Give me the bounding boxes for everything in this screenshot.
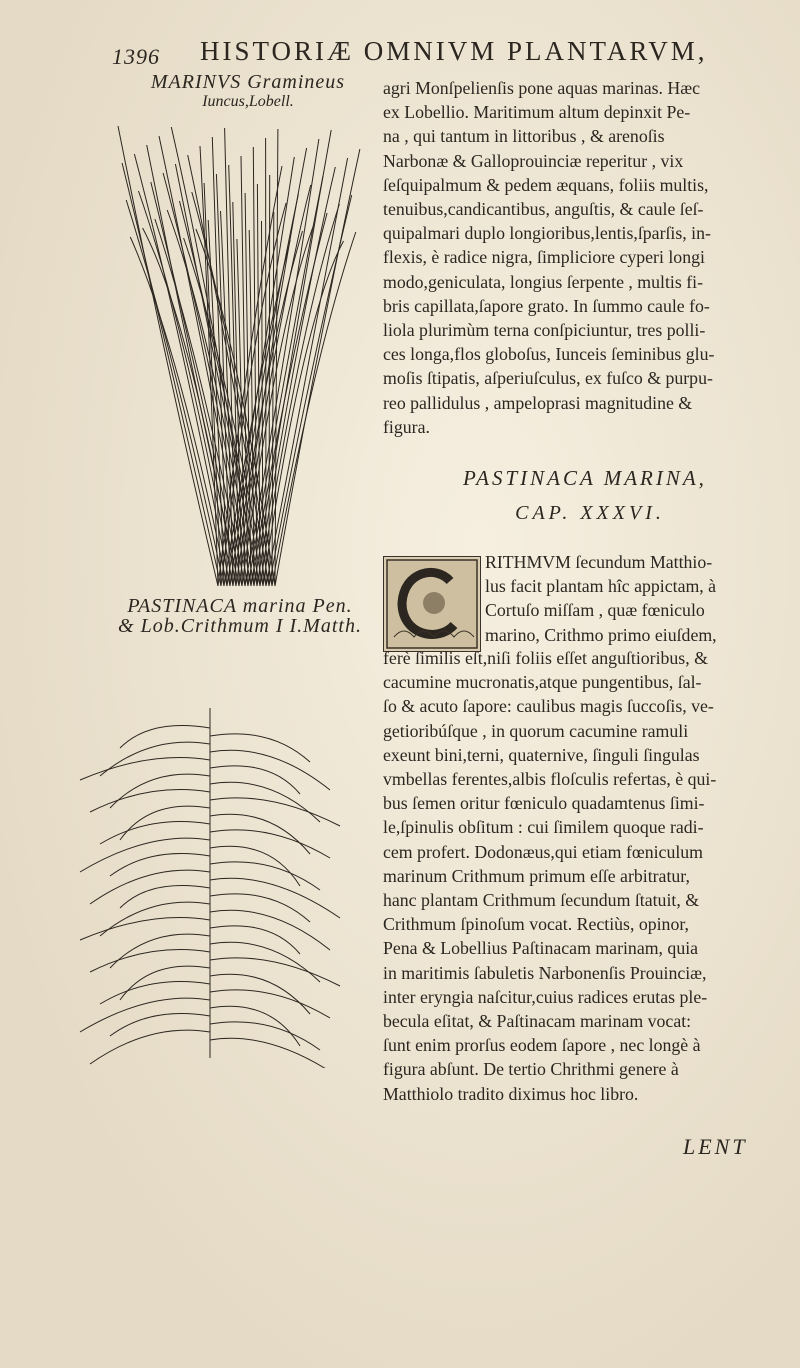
text-line: ferè ſimilis eſt,niſi foliis eſſet anguſtioribus, & xyxy=(383,648,708,668)
paragraph-2-opening xyxy=(485,550,785,647)
figure1-caption-line2: Iuncus,Lobell. xyxy=(202,93,294,110)
text-line: marinum Crithmum primum eſſe arbitratur, xyxy=(383,865,690,886)
text-line: Crithmum ſpinoſum vocat. Rectiùs, opinor, xyxy=(383,914,689,935)
text-line: modo,geniculata, longius ſerpente , multis fi- xyxy=(383,271,703,292)
text-line: agri Monſpelienſis pone aquas marinas. Hæc xyxy=(383,78,701,98)
text-line: na , qui tantum in littoribus , & arenoſis xyxy=(383,126,665,147)
text-line: hanc plantam Crithmum ſecundum ſtatuit, & xyxy=(383,890,700,911)
chapter-title: PASTINACA MARINA, xyxy=(463,466,707,490)
text-line: Cortuſo miſſam , quæ fœniculo xyxy=(485,600,705,621)
running-title: HISTORIÆ OMNIVM PLANTARVM, xyxy=(200,36,708,66)
text-line: ſunt enim prorſus eodem ſapore , nec longè à xyxy=(383,1035,701,1056)
figure1-caption xyxy=(138,72,358,112)
text-line: ces longa,flos globoſus, Iunceis ſeminibus glu- xyxy=(383,344,715,365)
text-line: inter eryngia naſcitur,cuius radices erutas ple- xyxy=(383,986,708,1007)
text-line: Narbonæ & Galloprouinciæ reperitur , vix xyxy=(383,150,684,171)
text-line: ex Lobellio. Maritimum altum depinxit Pe- xyxy=(383,102,691,123)
text-line: cem profert. Dodonæus,qui etiam fœniculum xyxy=(383,841,703,862)
text-line: tenuibus,candicantibus, anguſtis, & caule ſeſ- xyxy=(383,199,704,220)
text-line: liola plurimùm terna conſpiciuntur, tres polli- xyxy=(383,320,706,341)
text-line: vmbellas ferentes,albis floſculis refertas, è qui- xyxy=(383,769,717,790)
text-line: reo pallidulus , ampeloprasi magnitudine & xyxy=(383,392,693,413)
text-line: Pena & Lobellius Paſtinacam marinam, quia xyxy=(383,938,699,959)
text-line: quipalmari duplo longioribus,lentis,ſparſis, in- xyxy=(383,223,711,244)
figure2-caption-line2: & Lob.Crithmum I I.Matth. xyxy=(118,615,362,637)
text-line: ſo & acuto ſapore: caulibus magis ſuccoſis, ve- xyxy=(383,696,714,717)
text-line: marino, Crithmo primo eiuſdem, xyxy=(485,624,717,645)
text-line: figura abſunt. De tertio Chrithmi genere à xyxy=(383,1059,679,1080)
rush-woodcut-illustration xyxy=(108,116,370,596)
figure2-caption xyxy=(115,596,365,636)
sea-parsnip-woodcut-illustration xyxy=(50,668,370,1068)
chapter-number: CAP. XXXVI. xyxy=(515,502,665,524)
paragraph-2 xyxy=(383,646,783,1106)
text-line: Matthiolo tradito diximus hoc libro. xyxy=(383,1083,639,1104)
text-line: bris capillata,ſapore grato. In ſummo caule fo- xyxy=(383,295,710,316)
text-line: moſis ſtipatis, aſperiuſculus, ex fuſco & purpu- xyxy=(383,368,713,389)
figure1-caption-line1: MARINVS Gramineus xyxy=(150,71,346,93)
text-line: in maritimis ſabuletis Narbonenſis Prouinciæ, xyxy=(383,962,707,983)
text-line: exeunt bini,terni, quaternive, ſinguli ſingulas xyxy=(383,744,700,765)
text-line: figura. xyxy=(383,416,430,437)
text-line: getioribúſque , in quorum cacumine ramuli xyxy=(383,720,689,741)
text-line: lus facit plantam hîc appictam, à xyxy=(485,576,717,597)
text-line: le,ſpinulis obſitum : cui ſimilem quoque radi- xyxy=(383,817,704,838)
text-line: cacumine mucronatis,atque pungentibus, ſal- xyxy=(383,672,702,693)
text-line: flexis, è radice nigra, ſimpliciore cyperi longi xyxy=(383,247,705,268)
text-line: ſeſquipalmum & pedem æquans, foliis multis, xyxy=(383,174,709,195)
text-line: bus ſemen oritur fœniculo quadamtenus ſimi- xyxy=(383,793,705,814)
catchword: LENT xyxy=(683,1134,748,1159)
page-number: 1396 xyxy=(112,44,160,69)
figure2-caption-line1: PASTINACA marina Pen. xyxy=(127,595,353,617)
text-line: RITHMVM ſecundum Matthio- xyxy=(485,552,713,572)
paragraph-1 xyxy=(383,76,783,439)
text-line: becula eſitat, & Paſtinacam marinam vocat: xyxy=(383,1011,692,1032)
decorated-initial-c xyxy=(383,556,481,652)
